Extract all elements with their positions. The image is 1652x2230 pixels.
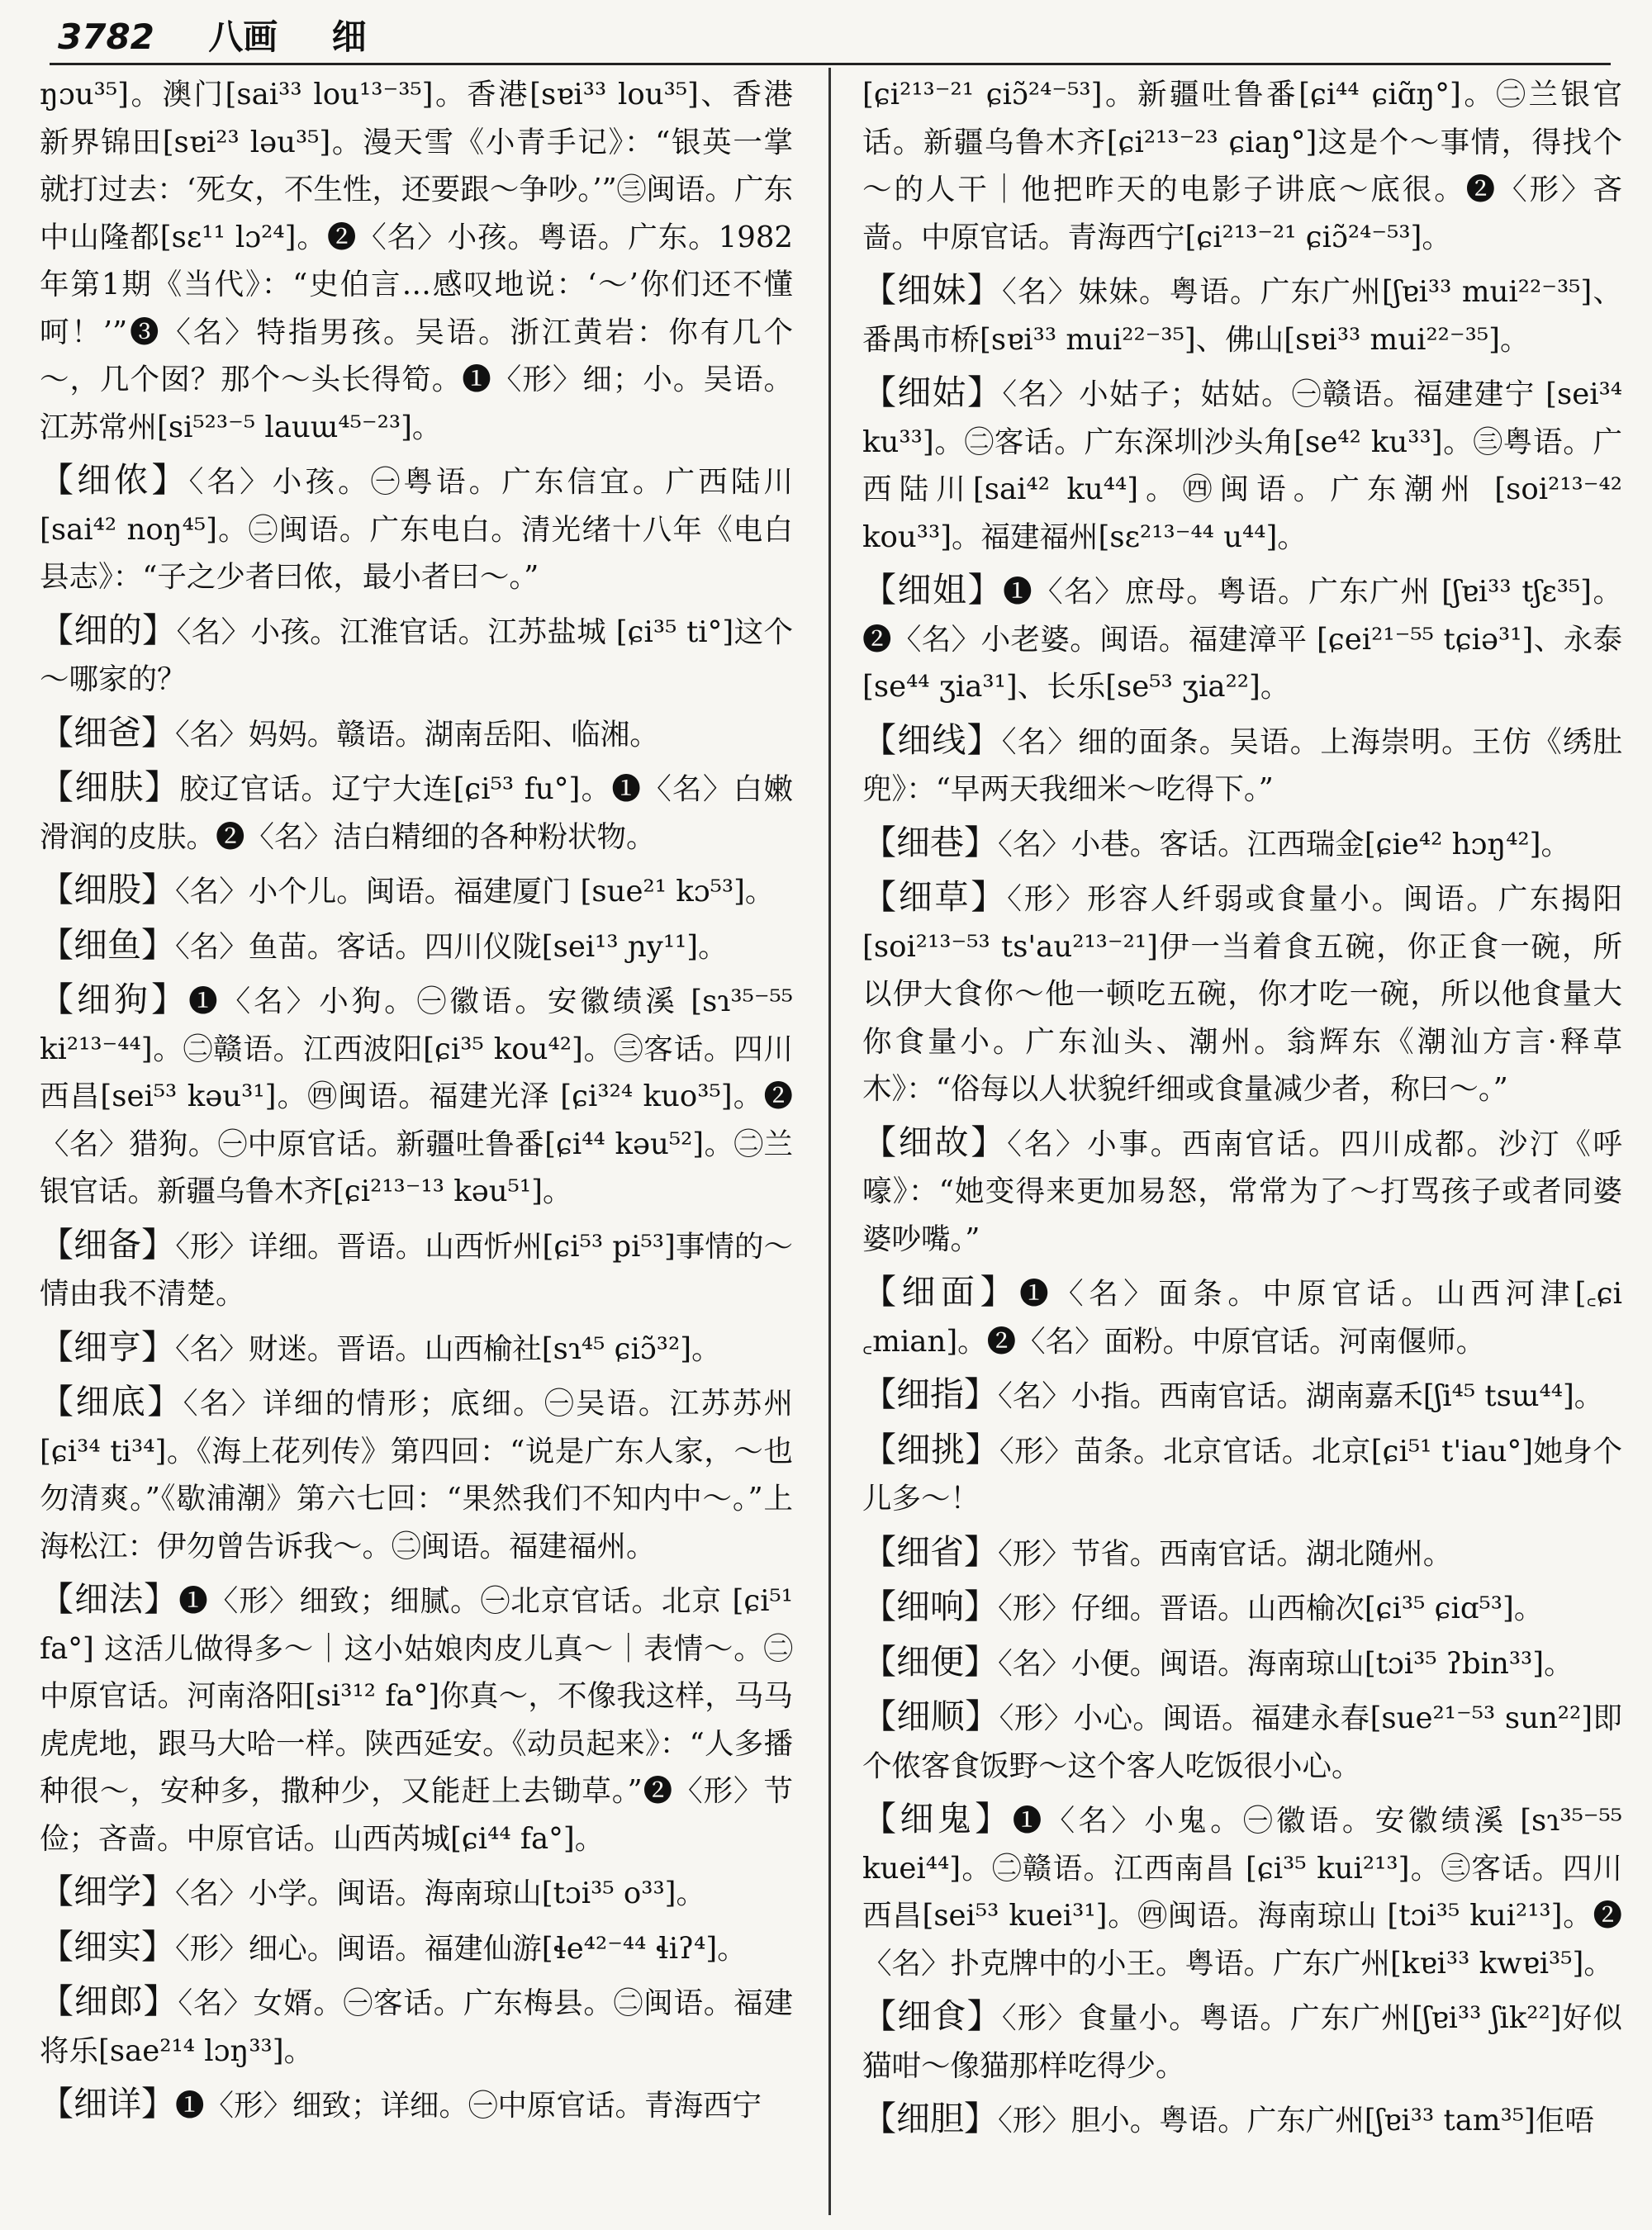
entry-definition: ❶〈形〉细致；详细。㊀中原官话。青海西宁 bbox=[175, 2089, 762, 2123]
dictionary-entry bbox=[40, 1378, 793, 1570]
entry-headword: 【 细法 】 bbox=[40, 1579, 178, 1619]
dictionary-entry bbox=[40, 2081, 793, 2130]
entry-headword: 【 细草 】 bbox=[862, 877, 1007, 917]
entry-definition: 〈名〉小便。闽语。海南琼山[tɔi³⁵ ʔbin³³]。 bbox=[998, 1646, 1574, 1681]
dictionary-entry bbox=[40, 1868, 793, 1918]
entry-headword: 【 细底 】 bbox=[40, 1382, 183, 1421]
dictionary-entry bbox=[862, 1993, 1622, 2090]
entry-definition: 〈名〉财迷。晋语。山西榆社[sɿ⁴⁵ ɕiɔ̃³²]。 bbox=[175, 1331, 721, 1366]
entry-definition: ❶〈名〉庶母。粤语。广东广州 [ʃɐi³³ tʃɛ³⁵]。❷〈名〉小老婆。闽语。福建漳平 [ɕei²¹⁻⁵⁵ tɕiə³¹]、永泰[se⁴⁴ ʒia³¹]、长乐[se⁵³ ʒia²²]。 bbox=[862, 575, 1622, 704]
head-character: 细 bbox=[331, 17, 367, 57]
entry-definition: 〈名〉鱼苗。客话。四川仪陇[sei¹³ ɲy¹¹]。 bbox=[175, 929, 728, 964]
entry-headword: 【 细省 】 bbox=[862, 1532, 998, 1572]
entry-definition: ❶〈名〉面条。中原官话。山西河津[꜀ɕi ꜀mian]。❷〈名〉面粉。中原官话。河南偃师。 bbox=[862, 1277, 1622, 1359]
dictionary-entry bbox=[862, 1269, 1622, 1365]
dictionary-entry bbox=[40, 866, 793, 916]
entry-headword: 【 细详 】 bbox=[40, 2084, 175, 2123]
entry-definition: 〈名〉妹妹。粤语。广东广州[ʃɐi³³ mui²²⁻³⁵]、番禺市桥[sɐi³³ mui²²⁻³⁵]、佛山[sɐi³³ mui²²⁻³⁵]。 bbox=[862, 275, 1622, 357]
entry-headword: 【 细亨 】 bbox=[40, 1327, 175, 1367]
entry-headword: 【 细妹 】 bbox=[862, 270, 1002, 310]
entry-definition: 〈名〉小事。西南官话。四川成都。沙汀《呼嚎》：“她变得来更加易怒，常常为了～打骂孩子或者同婆婆吵嘴。” bbox=[862, 1127, 1622, 1256]
dictionary-entry bbox=[862, 1639, 1622, 1688]
dictionary-entry bbox=[862, 874, 1622, 1113]
entry-headword: 【 细肤 】 bbox=[40, 767, 179, 807]
dictionary-entry bbox=[40, 1924, 793, 1973]
entry-headword: 【 细巷 】 bbox=[862, 823, 998, 862]
entry-headword: 【 细鱼 】 bbox=[40, 925, 175, 965]
entry-headword: 【 细的 】 bbox=[40, 610, 177, 650]
entry-definition: 〈形〉小心。闽语。福建永春[sue²¹⁻⁵³ sun²²]即个侬客食饭野～这个客人吃饭很小心。 bbox=[862, 1701, 1622, 1783]
header-rule bbox=[50, 63, 1611, 65]
dictionary-entry bbox=[40, 1222, 793, 1318]
dictionary-entry bbox=[862, 819, 1622, 869]
entry-headword: 【 细挑 】 bbox=[862, 1430, 999, 1469]
entry-definition: 〈形〉苗条。北京官话。北京[ɕi⁵¹ t'iau°]她身个儿多～！ bbox=[862, 1434, 1622, 1516]
entry-headword: 【 细指 】 bbox=[862, 1374, 998, 1414]
entry-definition: 〈名〉妈妈。赣语。湖南岳阳、临湘。 bbox=[175, 717, 659, 752]
entry-definition: 〈名〉小姑子；姑姑。㊀赣语。福建建宁 [sei³⁴ ku³³]。㊁客话。广东深圳沙头角[se⁴² ku³³]。㊂粤语。广西陆川[sai⁴² ku⁴⁴]。㊃闽语。广东潮州 [soi²¹³⁻⁴² kou³³]。福建福州[sɛ²¹³⁻⁴⁴ u⁴⁴]。 bbox=[862, 377, 1622, 554]
dictionary-entry bbox=[862, 2095, 1622, 2145]
entry-definition: 〈形〉仔细。晋语。山西榆次[ɕi³⁵ ɕiɑ⁵³]。 bbox=[998, 1592, 1544, 1625]
dictionary-entry bbox=[862, 1119, 1622, 1264]
entry-definition: 〈形〉胆小。粤语。广东广州[ʃɐi³³ tam³⁵]佢唔 bbox=[998, 2104, 1594, 2137]
entry-headword: 【 细姑 】 bbox=[862, 372, 1002, 412]
dictionary-entry bbox=[862, 1796, 1622, 1987]
entry-headword: 【 细实 】 bbox=[40, 1927, 175, 1967]
entry-definition: 〈名〉小个儿。闽语。福建厦门 [sue²¹ kɔ⁵³]。 bbox=[175, 875, 775, 909]
entry-definition: 〈形〉食量小。粤语。广东广州[ʃɐi³³ ʃik²²]好似猫咁～像猫那样吃得少。 bbox=[862, 2001, 1622, 2083]
dictionary-entry bbox=[862, 567, 1622, 711]
entry-headword: 【 细故 】 bbox=[862, 1122, 1007, 1162]
dictionary-entry bbox=[862, 267, 1622, 363]
dictionary-entry bbox=[40, 457, 793, 601]
dictionary-entry bbox=[40, 709, 793, 759]
stroke-section: 八画 bbox=[208, 17, 278, 57]
entry-definition: 〈名〉小孩。㊀粤语。广东信宜。广西陆川[sai⁴² noŋ⁴⁵]。㊁闽语。广东电白。清光绪十八年《电白县志》：“子之少者曰侬，最小者曰～。” bbox=[40, 465, 793, 594]
left-column bbox=[40, 71, 793, 2218]
entry-headword: 【 细便 】 bbox=[862, 1642, 998, 1682]
page-header bbox=[58, 12, 1611, 63]
entry-headword: 【 细爸 】 bbox=[40, 713, 175, 752]
continued-entry-text: [ɕi²¹³⁻²¹ ɕiɔ̃²⁴⁻⁵³]。新疆吐鲁番[ɕi⁴⁴ ɕiɑ̃ŋ°]。㊁兰银官话。新疆乌鲁木齐[ɕi²¹³⁻²³ ɕiaŋ°]这是个～事情，得找个～的人干｜他把昨天的电影子讲底～底很。❷〈形〉吝啬。中原官话。青海西宁[ɕi²¹³⁻²¹ ɕiɔ̃²⁴⁻⁵³]。 bbox=[862, 78, 1622, 254]
entry-headword: 【 细响 】 bbox=[862, 1587, 998, 1626]
entry-definition: ❶〈形〉细致；细腻。㊀北京官话。北京 [ɕi⁵¹ fa°] 这活儿做得多～｜这小姑娘肉皮儿真～｜表情～。㊁中原官话。河南洛阳[si³¹² fa°]你真～，不像我这样，马马虎虎地，跟马大哈一样。陕西延安。《动员起来》：“人多播种很～，安种多，撒种少，又能赶上去锄草。”❷〈形〉节俭；吝啬。中原官话。山西芮城[ɕi⁴⁴ fa°]。 bbox=[40, 1584, 793, 1856]
dictionary-entry bbox=[862, 1529, 1622, 1578]
dictionary-entry bbox=[862, 1693, 1622, 1790]
entry-headword: 【 细学 】 bbox=[40, 1872, 175, 1911]
entry-definition: 〈形〉细心。闽语。福建仙游[ɬe⁴²⁻⁴⁴ ɬiʔ⁴]。 bbox=[175, 1931, 747, 1966]
entry-headword: 【 细顺 】 bbox=[862, 1696, 999, 1736]
entry-headword: 【 细线 】 bbox=[862, 720, 1002, 760]
entry-definition: 〈名〉小指。西南官话。湖南嘉禾[ʃi⁴⁵ tsɯ⁴⁴]。 bbox=[998, 1379, 1604, 1413]
entry-headword: 【 细郎 】 bbox=[40, 1981, 178, 2021]
entry-definition: 〈形〉详细。晋语。山西忻州[ɕi⁵³ pi⁵³]事情的～情由我不清楚。 bbox=[40, 1229, 793, 1311]
entry-headword: 【 细狗 】 bbox=[40, 980, 188, 1019]
entry-headword: 【 细食 】 bbox=[862, 1996, 1002, 2036]
dictionary-entry bbox=[862, 717, 1622, 814]
entry-definition: 〈形〉形容人纤弱或食量小。闽语。广东揭阳[soi²¹³⁻⁵³ ts'au²¹³⁻²¹]伊一当着食五碗，你正食一碗，所以伊大食你～他一顿吃五碗，你才吃一碗，所以他食量大你食量小。广东汕头、潮州。翁辉东《潮汕方言·释草木》：“俗每以人状貌纤细或食量减少者，称曰～。” bbox=[862, 882, 1622, 1106]
dictionary-entry bbox=[862, 1426, 1622, 1523]
dictionary-entry bbox=[40, 607, 793, 704]
dictionary-entry bbox=[40, 1576, 793, 1862]
entry-definition: 〈名〉细的面条。吴语。上海崇明。王仿《绣肚兜》：“早两天我细米～吃得下。” bbox=[862, 724, 1622, 806]
entry-definition: 〈名〉小巷。客话。江西瑞金[ɕie⁴² hɔŋ⁴²]。 bbox=[998, 827, 1571, 861]
dictionary-entry bbox=[40, 976, 793, 1216]
entry-headword: 【 细股 】 bbox=[40, 870, 175, 909]
column-divider bbox=[828, 68, 831, 2215]
page-number: 3782 bbox=[58, 17, 154, 57]
dictionary-entry bbox=[40, 1324, 793, 1374]
entry-headword: 【 细胆 】 bbox=[862, 2099, 998, 2138]
entry-definition: 〈名〉小孩。江淮官话。江苏盐城 [ɕi³⁵ ti°]这个～哪家的？ bbox=[40, 614, 793, 696]
entry-definition: 〈名〉女婿。㊀客话。广东梅县。㊁闽语。福建将乐[sae²¹⁴ lɔŋ³³]。 bbox=[40, 1986, 793, 2068]
entry-headword: 【 细姐 】 bbox=[862, 570, 1003, 610]
dictionary-entry bbox=[40, 1978, 793, 2075]
dictionary-entry bbox=[40, 922, 793, 971]
entry-headword: 【 细备 】 bbox=[40, 1225, 175, 1264]
entry-headword: 【 细鬼 】 bbox=[862, 1799, 1013, 1839]
entry-definition: 〈名〉小学。闽语。海南琼山[tɔi³⁵ o³³]。 bbox=[175, 1877, 706, 1910]
dictionary-entry bbox=[862, 1583, 1622, 1633]
entry-definition: 胶辽官话。辽宁大连[ɕi⁵³ fu°]。❶〈名〉白嫩滑润的皮肤。❷〈名〉洁白精细的各种粉状物。 bbox=[40, 772, 793, 854]
continued-entry-text: ŋɔu³⁵]。澳门[sai³³ lou¹³⁻³⁵]。香港[sɐi³³ lou³⁵]、香港新界锦田[sɐi²³ ləu³⁵]。漫天雪《小青手记》：“银英一掌就打过去：‘死女，不生性，还要跟～争吵。’”㊂闽语。广东中山隆都[sɛ¹¹ lɔ²⁴]。❷〈名〉小孩。粤语。广东。1982年第1期《当代》：“史伯言…感叹地说：‘～’你们还不懂呵！’”❸〈名〉特指男孩。吴语。浙江黄岩：你有几个～，几个囡？那个～头长得筍。❶〈形〉细；小。吴语。江苏常州[si⁵²³⁻⁵ lauɯ⁴⁵⁻²³]。 bbox=[40, 78, 793, 444]
dictionary-entry bbox=[862, 369, 1622, 561]
entry-headword: 【 细侬 】 bbox=[40, 460, 189, 500]
entry-definition: 〈形〉节省。西南官话。湖北随州。 bbox=[998, 1536, 1453, 1571]
dictionary-entry bbox=[862, 1371, 1622, 1421]
right-column bbox=[862, 71, 1622, 2218]
entry-definition: ❶〈名〉小狗。㊀徽语。安徽绩溪 [sɿ³⁵⁻⁵⁵ ki²¹³⁻⁴⁴]。㊁赣语。江西波阳[ɕi³⁵ kou⁴²]。㊂客话。四川西昌[sei⁵³ kəu³¹]。㊃闽语。福建光泽 [ɕi³²⁴ kuo³⁵]。❷〈名〉猎狗。㊀中原官话。新疆吐鲁番[ɕi⁴⁴ kəu⁵²]。㊁兰银官话。新疆乌鲁木齐[ɕi²¹³⁻¹³ kəu⁵¹]。 bbox=[40, 985, 793, 1208]
entry-headword: 【 细面 】 bbox=[862, 1272, 1019, 1312]
entry-definition: ❶〈名〉小鬼。㊀徽语。安徽绩溪 [sɿ³⁵⁻⁵⁵ kuei⁴⁴]。㊁赣语。江西南昌 [ɕi³⁵ kui²¹³]。㊂客话。四川西昌[sei⁵³ kuei³¹]。㊃闽语。海南琼山 [tɔi³⁵ kui²¹³]。❷〈名〉扑克牌中的小王。粤语。广东广州[kɐi³³ kwɐi³⁵]。 bbox=[862, 1804, 1622, 1981]
dictionary-entry bbox=[40, 764, 793, 861]
entry-definition: 〈名〉详细的情形；底细。㊀吴语。江苏苏州[ɕi³⁴ ti³⁴]。《海上花列传》第四回：“说是广东人家，～也勿清爽。”《歇浦潮》第六七回：“果然我们不知内中～。”上海松江：伊勿曾告诉我～。㊁闽语。福建福州。 bbox=[40, 1387, 793, 1563]
